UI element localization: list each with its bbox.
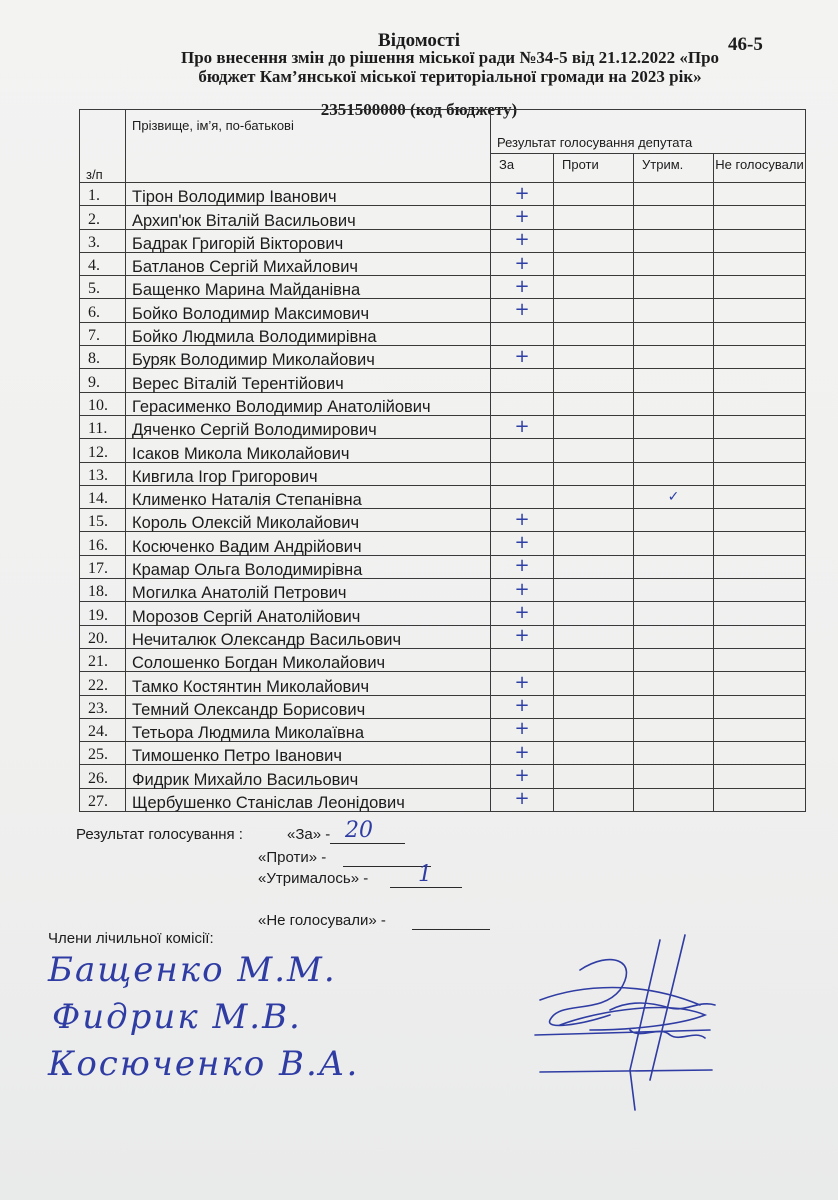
- summary-for-line: [330, 843, 405, 844]
- row-number: 8.: [80, 346, 126, 369]
- vote-abstain-cell: [634, 579, 714, 602]
- table-row: [80, 183, 806, 206]
- deputy-name: Архип'юк Віталій Васильович: [126, 208, 491, 231]
- vote-abstain-cell: [634, 742, 714, 765]
- row-number: 24.: [80, 718, 126, 741]
- vote-not-voted-cell: [714, 695, 806, 718]
- vote-for-cell: [491, 415, 554, 438]
- vote-not-voted-cell: [714, 229, 806, 252]
- deputy-name: Тимошенко Петро Іванович: [126, 744, 491, 767]
- vote-not-voted-cell: [714, 509, 806, 532]
- vote-for-cell: [491, 509, 554, 532]
- row-number: 25.: [80, 742, 126, 765]
- vote-against-cell: [554, 392, 634, 415]
- vote-against-cell: [554, 322, 634, 345]
- table-row: [80, 462, 806, 485]
- vote-against-cell: [554, 555, 634, 578]
- vote-for-cell: [491, 439, 554, 462]
- vote-not-voted-cell: [714, 742, 806, 765]
- vote-abstain-cell: [634, 252, 714, 275]
- row-number: 16.: [80, 532, 126, 555]
- vote-for-cell: [491, 485, 554, 508]
- vote-for-cell: [491, 462, 554, 485]
- row-number: 22.: [80, 672, 126, 695]
- vote-not-voted-cell: [714, 392, 806, 415]
- vote-abstain-cell: [634, 555, 714, 578]
- deputy-name: Тетьора Людмила Миколаївна: [126, 720, 491, 743]
- vote-not-voted-cell: [714, 252, 806, 275]
- summary-for-label: «За» -: [287, 826, 331, 843]
- vote-for-cell: [491, 369, 554, 392]
- vote-not-voted-cell: [714, 485, 806, 508]
- table-row: [80, 555, 806, 578]
- table-row: [80, 509, 806, 532]
- row-number: 26.: [80, 765, 126, 788]
- vote-against-cell: [554, 369, 634, 392]
- vote-mark-plus: +: [514, 671, 530, 693]
- vote-for-cell: [491, 625, 554, 648]
- vote-mark-plus: +: [514, 555, 530, 577]
- vote-against-cell: [554, 439, 634, 462]
- vote-against-cell: [554, 672, 634, 695]
- row-number: 20.: [80, 625, 126, 648]
- table-row: [80, 346, 806, 369]
- vote-not-voted-cell: [714, 625, 806, 648]
- vote-abstain-cell: [634, 718, 714, 741]
- vote-for-cell: [491, 765, 554, 788]
- column-header-abstain: Утрим.: [634, 154, 714, 183]
- deputy-name: Тірон Володимир Іванович: [126, 185, 491, 208]
- table-row: [80, 322, 806, 345]
- vote-for-cell: [491, 532, 554, 555]
- vote-for-cell: [491, 672, 554, 695]
- summary-abstain-value: 1: [418, 862, 432, 887]
- vote-abstain-cell: [634, 788, 714, 811]
- deputy-name: Батланов Сергій Михайлович: [126, 254, 491, 277]
- table-row: [80, 299, 806, 322]
- vote-for-cell: [491, 322, 554, 345]
- table-row: [80, 718, 806, 741]
- table-row: [80, 532, 806, 555]
- vote-not-voted-cell: [714, 369, 806, 392]
- vote-for-cell: [491, 299, 554, 322]
- column-header-for: За: [491, 154, 554, 183]
- vote-mark-plus: +: [514, 415, 530, 437]
- vote-not-voted-cell: [714, 788, 806, 811]
- row-number: 21.: [80, 648, 126, 671]
- vote-not-voted-cell: [714, 299, 806, 322]
- vote-not-voted-cell: [714, 579, 806, 602]
- vote-abstain-cell: [634, 648, 714, 671]
- vote-against-cell: [554, 252, 634, 275]
- deputy-name: Герасименко Володимир Анатолійович: [126, 394, 491, 417]
- vote-mark-plus: +: [514, 578, 530, 600]
- table-row: [80, 415, 806, 438]
- vote-mark-plus: +: [514, 532, 530, 554]
- vote-not-voted-cell: [714, 532, 806, 555]
- row-number: 17.: [80, 555, 126, 578]
- table-row: [80, 788, 806, 811]
- vote-mark-plus: +: [514, 508, 530, 530]
- table-row: [80, 625, 806, 648]
- vote-not-voted-cell: [714, 183, 806, 206]
- vote-abstain-cell: [634, 672, 714, 695]
- summary-label: Результат голосування :: [76, 826, 243, 843]
- table-row: [80, 229, 806, 252]
- summary-against-label: «Проти» -: [258, 849, 327, 866]
- budget-code: 2351500000 (код бюджету): [320, 100, 518, 119]
- deputy-name: Темний Олександр Борисович: [126, 697, 491, 720]
- row-number: 9.: [80, 369, 126, 392]
- vote-for-cell: [491, 742, 554, 765]
- deputy-name: Солошенко Богдан Миколайович: [126, 650, 491, 673]
- row-number: 15.: [80, 509, 126, 532]
- table-row: [80, 579, 806, 602]
- table-row: [80, 252, 806, 275]
- vote-not-voted-cell: [714, 718, 806, 741]
- vote-abstain-cell: [634, 509, 714, 532]
- deputy-name: Фидрик Михайло Васильович: [126, 767, 491, 790]
- deputy-name: Верес Віталій Терентійович: [126, 371, 491, 394]
- deputy-name: Тамко Костянтин Миколайович: [126, 674, 491, 697]
- vote-abstain-cell: [634, 322, 714, 345]
- vote-mark-plus: +: [514, 275, 530, 297]
- vote-mark-plus: +: [514, 788, 530, 810]
- vote-against-cell: [554, 299, 634, 322]
- vote-mark-plus: +: [514, 741, 530, 763]
- row-number: 18.: [80, 579, 126, 602]
- subtitle-line-2: бюджет Кам’янської міської територіальної громади на 2023 рік»: [198, 67, 702, 86]
- vote-for-cell: [491, 392, 554, 415]
- vote-not-voted-cell: [714, 602, 806, 625]
- table-row: [80, 485, 806, 508]
- vote-abstain-cell: [634, 532, 714, 555]
- vote-abstain-cell: [634, 439, 714, 462]
- vote-abstain-cell: [634, 346, 714, 369]
- deputy-name: Ісаков Микола Миколайович: [126, 441, 491, 464]
- vote-against-cell: [554, 415, 634, 438]
- vote-against-cell: [554, 276, 634, 299]
- deputy-name: Бащенко Марина Майданівна: [126, 278, 491, 301]
- vote-mark-plus: +: [514, 601, 530, 623]
- vote-mark-plus: +: [514, 205, 530, 227]
- row-number: 1.: [80, 183, 126, 206]
- row-number: 12.: [80, 439, 126, 462]
- vote-against-cell: [554, 718, 634, 741]
- vote-for-cell: [491, 206, 554, 229]
- summary-not-voted-line: [412, 929, 490, 930]
- vote-abstain-cell: [634, 369, 714, 392]
- vote-abstain-cell: [634, 206, 714, 229]
- vote-against-cell: [554, 695, 634, 718]
- vote-against-cell: [554, 229, 634, 252]
- summary-abstain-label: «Утрималось» -: [258, 870, 369, 887]
- vote-mark-plus: +: [514, 695, 530, 717]
- row-number: 10.: [80, 392, 126, 415]
- vote-not-voted-cell: [714, 555, 806, 578]
- deputy-name: Дяченко Сергій Володимирович: [126, 417, 491, 440]
- vote-for-cell: [491, 579, 554, 602]
- vote-not-voted-cell: [714, 672, 806, 695]
- deputy-name: Буряк Володимир Миколайович: [126, 348, 491, 371]
- row-number: 14.: [80, 485, 126, 508]
- row-number: 2.: [80, 206, 126, 229]
- deputy-name: Крамар Ольга Володимирівна: [126, 557, 491, 580]
- vote-mark-check: ✓: [667, 489, 680, 505]
- vote-mark-plus: +: [514, 765, 530, 787]
- summary-for-value: 20: [345, 818, 373, 843]
- vote-abstain-cell: [634, 602, 714, 625]
- vote-against-cell: [554, 625, 634, 648]
- vote-abstain-cell: [634, 695, 714, 718]
- summary-not-voted-label: «Не голосували» -: [258, 912, 386, 929]
- vote-for-cell: [491, 648, 554, 671]
- vote-for-cell: [491, 183, 554, 206]
- deputy-name: Бойко Людмила Володимирівна: [126, 324, 491, 347]
- vote-abstain-cell: [634, 485, 714, 508]
- vote-abstain-cell: [634, 415, 714, 438]
- vote-abstain-cell: [634, 462, 714, 485]
- table-row: [80, 276, 806, 299]
- handwritten-signature: [520, 930, 780, 1120]
- vote-not-voted-cell: [714, 346, 806, 369]
- voting-table-body: [80, 183, 806, 812]
- vote-against-cell: [554, 532, 634, 555]
- deputy-name: Нечиталюк Олександр Васильович: [126, 627, 491, 650]
- vote-against-cell: [554, 509, 634, 532]
- table-row: [80, 369, 806, 392]
- deputy-name: Косюченко Вадим Андрійович: [126, 534, 491, 557]
- vote-abstain-cell: [634, 276, 714, 299]
- row-number: 6.: [80, 299, 126, 322]
- deputy-name: Бойко Володимир Максимович: [126, 301, 491, 324]
- column-header-number: з/п: [80, 110, 126, 183]
- commission-label: Члени лічильної комісії:: [48, 930, 214, 947]
- vote-mark-plus: +: [514, 229, 530, 251]
- commission-member-3: Косюченко В.А.: [48, 1044, 360, 1084]
- deputy-name: Бадрак Григорій Вікторович: [126, 231, 491, 254]
- row-number: 27.: [80, 788, 126, 811]
- deputy-name: Щербушенко Станіслав Леонідович: [126, 790, 491, 813]
- document-title: Відомості: [378, 30, 460, 51]
- vote-against-cell: [554, 648, 634, 671]
- column-header-not-voted: Не голосували: [714, 154, 806, 183]
- vote-against-cell: [554, 765, 634, 788]
- vote-against-cell: [554, 183, 634, 206]
- row-number: 3.: [80, 229, 126, 252]
- vote-for-cell: [491, 346, 554, 369]
- table-row: [80, 648, 806, 671]
- vote-against-cell: [554, 788, 634, 811]
- row-number: 4.: [80, 252, 126, 275]
- table-row: [80, 439, 806, 462]
- row-number: 13.: [80, 462, 126, 485]
- vote-against-cell: [554, 602, 634, 625]
- vote-mark-plus: +: [514, 718, 530, 740]
- page-number: 46-5: [728, 34, 763, 55]
- subtitle-line-1: Про внесення змін до рішення міської ради №34-5 від 21.12.2022 «Про: [180, 48, 720, 67]
- table-row: [80, 695, 806, 718]
- vote-against-cell: [554, 462, 634, 485]
- vote-abstain-cell: [634, 299, 714, 322]
- vote-not-voted-cell: [714, 765, 806, 788]
- deputy-name: Кивгила Ігор Григорович: [126, 464, 491, 487]
- deputy-name: Клименко Наталія Степанівна: [126, 487, 491, 510]
- table-row: [80, 742, 806, 765]
- column-header-name: Прізвище, ім’я, по-батькові: [126, 110, 491, 183]
- vote-for-cell: [491, 229, 554, 252]
- commission-member-2: Фидрик М.В.: [52, 997, 302, 1037]
- vote-not-voted-cell: [714, 462, 806, 485]
- column-header-result: Результат голосування депутата: [491, 110, 806, 154]
- vote-for-cell: [491, 252, 554, 275]
- vote-abstain-cell: [634, 183, 714, 206]
- table-row: [80, 765, 806, 788]
- vote-not-voted-cell: [714, 415, 806, 438]
- table-row: [80, 672, 806, 695]
- deputy-name: Морозов Сергій Анатолійович: [126, 604, 491, 627]
- table-row: [80, 206, 806, 229]
- voting-table: [79, 109, 806, 812]
- vote-not-voted-cell: [714, 206, 806, 229]
- vote-not-voted-cell: [714, 276, 806, 299]
- document-subtitle: [130, 48, 770, 86]
- vote-mark-plus: +: [514, 182, 530, 204]
- vote-for-cell: [491, 718, 554, 741]
- vote-against-cell: [554, 742, 634, 765]
- vote-abstain-cell: [634, 392, 714, 415]
- vote-mark-plus: +: [514, 345, 530, 367]
- row-number: 11.: [80, 415, 126, 438]
- vote-against-cell: [554, 579, 634, 602]
- commission-member-1: Бащенко М.М.: [48, 950, 337, 990]
- vote-not-voted-cell: [714, 322, 806, 345]
- vote-for-cell: [491, 276, 554, 299]
- deputy-name: Могилка Анатолій Петрович: [126, 581, 491, 604]
- vote-for-cell: [491, 695, 554, 718]
- row-number: 23.: [80, 695, 126, 718]
- vote-against-cell: [554, 206, 634, 229]
- vote-against-cell: [554, 346, 634, 369]
- row-number: 19.: [80, 602, 126, 625]
- vote-mark-plus: +: [514, 252, 530, 274]
- summary-abstain-line: [390, 887, 462, 888]
- table-row: [80, 602, 806, 625]
- vote-not-voted-cell: [714, 439, 806, 462]
- vote-mark-plus: +: [514, 625, 530, 647]
- vote-abstain-cell: [634, 765, 714, 788]
- table-row: [80, 392, 806, 415]
- vote-abstain-cell: [634, 625, 714, 648]
- vote-for-cell: [491, 555, 554, 578]
- row-number: 5.: [80, 276, 126, 299]
- deputy-name: Король Олексій Миколайович: [126, 511, 491, 534]
- vote-mark-plus: +: [514, 299, 530, 321]
- row-number: 7.: [80, 322, 126, 345]
- vote-for-cell: [491, 788, 554, 811]
- vote-abstain-cell: [634, 229, 714, 252]
- column-header-against: Проти: [554, 154, 634, 183]
- vote-not-voted-cell: [714, 648, 806, 671]
- vote-against-cell: [554, 485, 634, 508]
- vote-for-cell: [491, 602, 554, 625]
